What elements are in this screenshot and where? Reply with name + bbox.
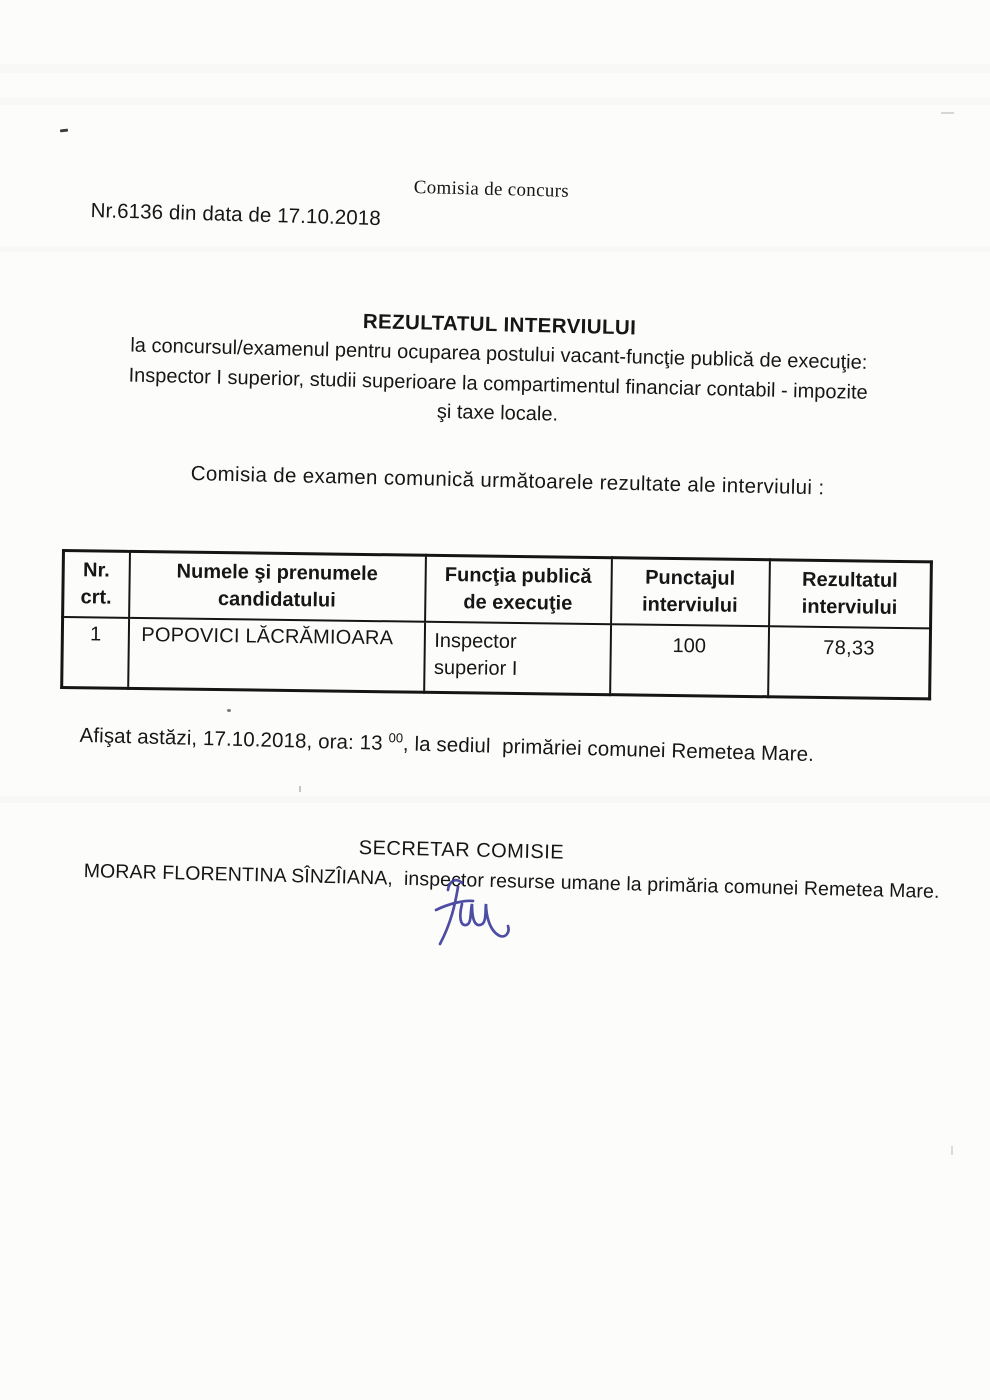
- intro-block: [62, 300, 935, 440]
- committee-label: Comisia de concurs: [413, 177, 570, 202]
- announcement-line: Comisia de examen comunică următoarele rezultate ale interviului :: [190, 462, 825, 500]
- scan-streak: [0, 98, 990, 105]
- col-header-public-function: Funcţia publică de execuţie: [425, 555, 612, 624]
- intro-line: şi taxe locale.: [436, 401, 559, 427]
- scan-speck: [60, 129, 68, 133]
- cell-row-number: 1: [62, 617, 129, 688]
- scan-streak: [0, 64, 990, 73]
- registration-number-line: Nr.6136 din data de 17.10.2018: [90, 199, 382, 231]
- scan-speck: [227, 709, 231, 712]
- scan-speck: [941, 112, 954, 114]
- intro-line: Inspector I superior, studii superioare la compartimentul financiar contabil - impozite: [128, 364, 868, 404]
- col-header-interview-score: Punctajul interviului: [611, 558, 770, 627]
- scan-speck: [951, 1146, 953, 1155]
- cell-interview-score: 100: [610, 624, 769, 697]
- posted-suffix: , la sediul primăriei comunei Remetea Mare.: [402, 732, 815, 767]
- results-table: [60, 549, 933, 700]
- handwritten-signature-icon: [425, 874, 535, 959]
- col-header-candidate-name: Numele şi prenumele candidatului: [129, 551, 426, 621]
- cell-public-function: Inspector superior I: [424, 622, 611, 695]
- secretary-name-line: MORAR FLORENTINA SÎNZÎIANA, inspector resurse umane la primăria comunei Remetea Mare.: [83, 860, 940, 903]
- table-header-row: [63, 551, 932, 629]
- posted-hour-superscript: 00: [388, 730, 404, 746]
- secretary-heading: SECRETAR COMISIE: [358, 837, 565, 864]
- col-header-nr-crt: Nr. crt.: [63, 551, 130, 618]
- posted-notice-line: [79, 722, 814, 767]
- col-header-interview-result: Rezultatul interviului: [769, 560, 932, 629]
- scan-speck: [299, 786, 301, 792]
- document-title: REZULTATUL INTERVIULUI: [362, 310, 637, 340]
- scan-streak: [0, 246, 990, 252]
- cell-candidate-name: POPOVICI LĂCRĂMIOARA: [128, 618, 425, 692]
- scan-streak: [0, 796, 990, 803]
- posted-prefix: Afişat astăzi, 17.10.2018, ora: 13: [79, 723, 389, 755]
- table-row: [62, 617, 931, 699]
- cell-interview-result: 78,33: [768, 626, 931, 699]
- intro-line: la concursul/examenul pentru ocuparea postului vacant-funcţie publică de execuţie:: [130, 334, 868, 374]
